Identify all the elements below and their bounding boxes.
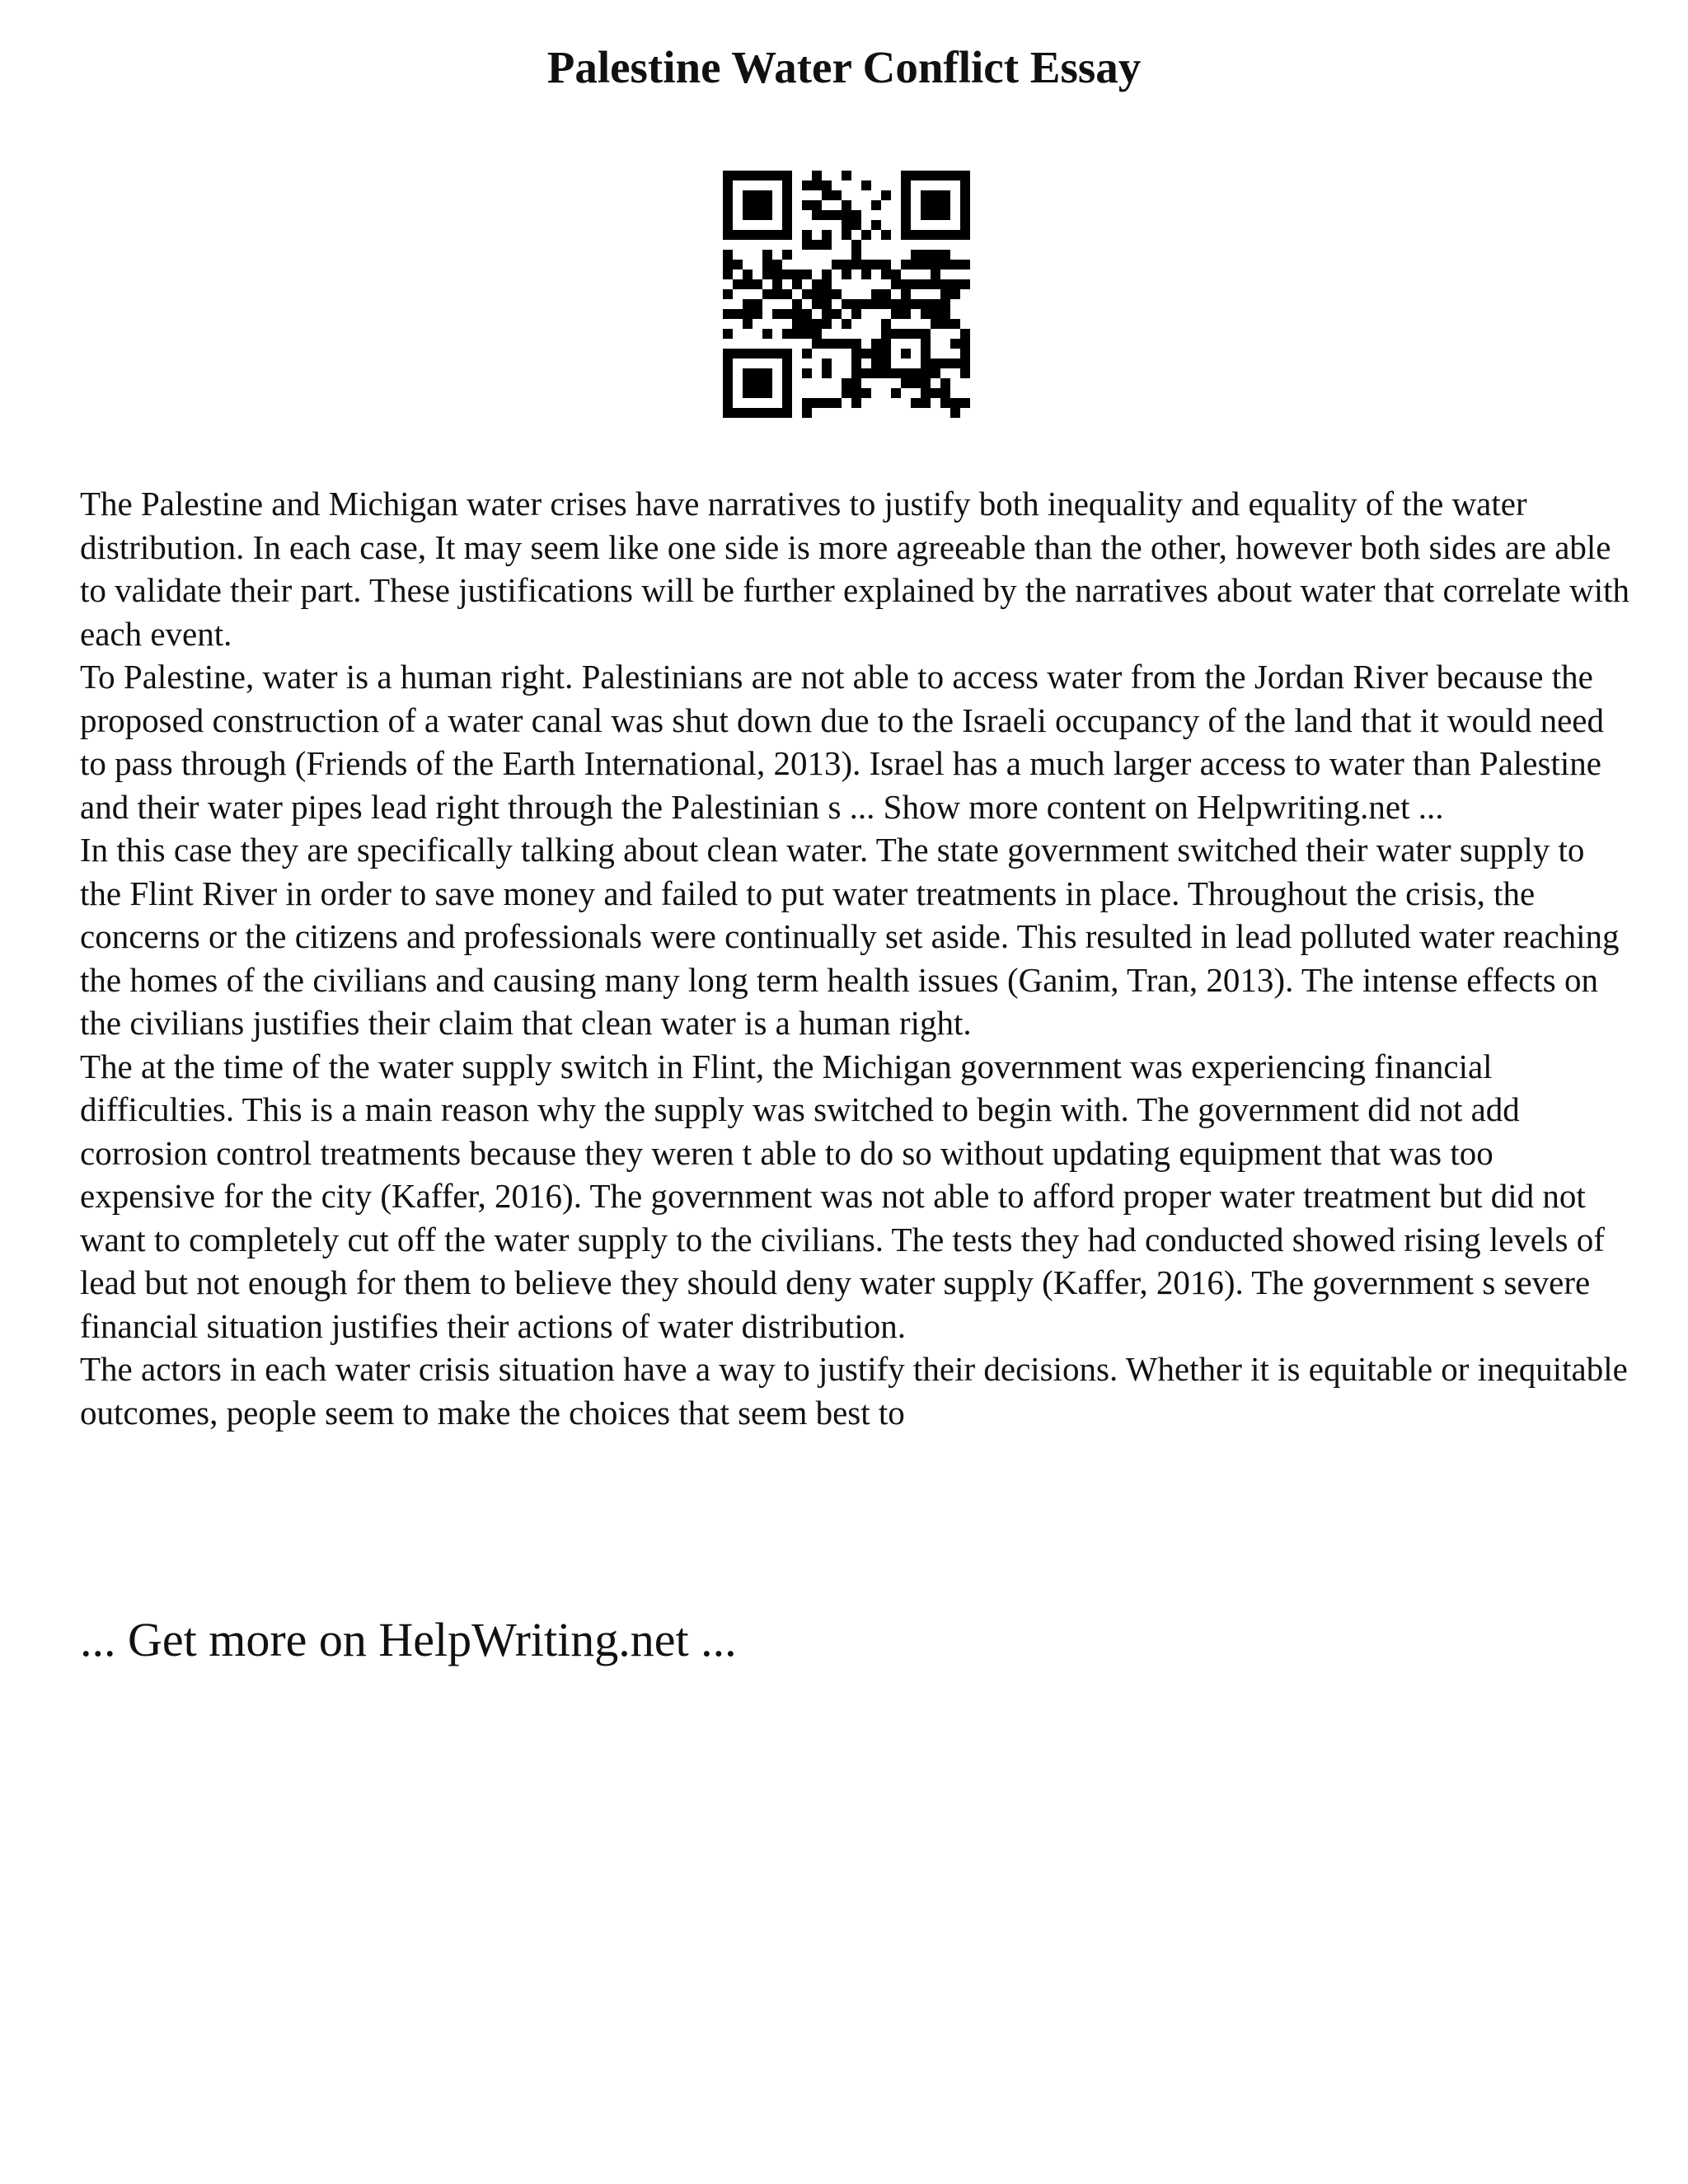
essay-paragraph: To Palestine, water is a human right. Palestinians are not able to access water from the Jordan River because the proposed construction of a water canal was shut down due to the Israeli occupancy of the land that it would need to pass through (Friends of the Earth International, 2013). Israel has a much larger access to water than Palestine and their water pipes lead right through the Palestinian s ... Show more content on Helpwriting.net ... [80,658,1604,826]
essay-paragraph: The actors in each water crisis situation have a way to justify their decisions. Whether it is equitable or inequitable outcomes, people seem to make the choices that seem best to [80,1350,1628,1432]
document-title: Palestine Water Conflict Essay [546,42,1142,92]
essay-paragraph: In this case they are specifically talking about clean water. The state government switched their water supply to the Flint River in order to save money and failed to put water treatments in place. Throughout the crisis, the concerns or the citizens and professionals were continually set aside. This resulted in lead polluted water reaching the homes of the civilians and causing many long term health issues (Ganim, Tran, 2013). The intense effects on the civilians justifies their claim that clean water is a human right. [80,831,1620,1042]
essay-paragraph: The Palestine and Michigan water crises have narratives to justify both inequality and equality of the water distribution. In each case, It may seem like one side is more agreeable than the other, however both sides are able to validate their part. These justifications will be further explained by the narratives about water that correlate with each event. [80,485,1630,653]
qr-code-icon[interactable] [723,171,970,418]
essay-body [80,482,1629,1434]
essay-paragraph: The at the time of the water supply switch in Flint, the Michigan government was experiencing financial difficulties. This is a main reason why the supply was switched to begin with. The government did not add corrosion control treatments because they weren t able to do so without updating equipment that was too expensive for the city (Kaffer, 2016). The government was not able to afford proper water treatment but did not want to completely cut off the water supply to the civilians. The tests they had conducted showed rising levels of lead but not enough for them to believe they should deny water supply (Kaffer, 2016). The government s severe financial situation justifies their actions of water distribution. [80,1047,1605,1345]
get-more-link[interactable]: ... Get more on HelpWriting.net ... [80,1613,737,1666]
